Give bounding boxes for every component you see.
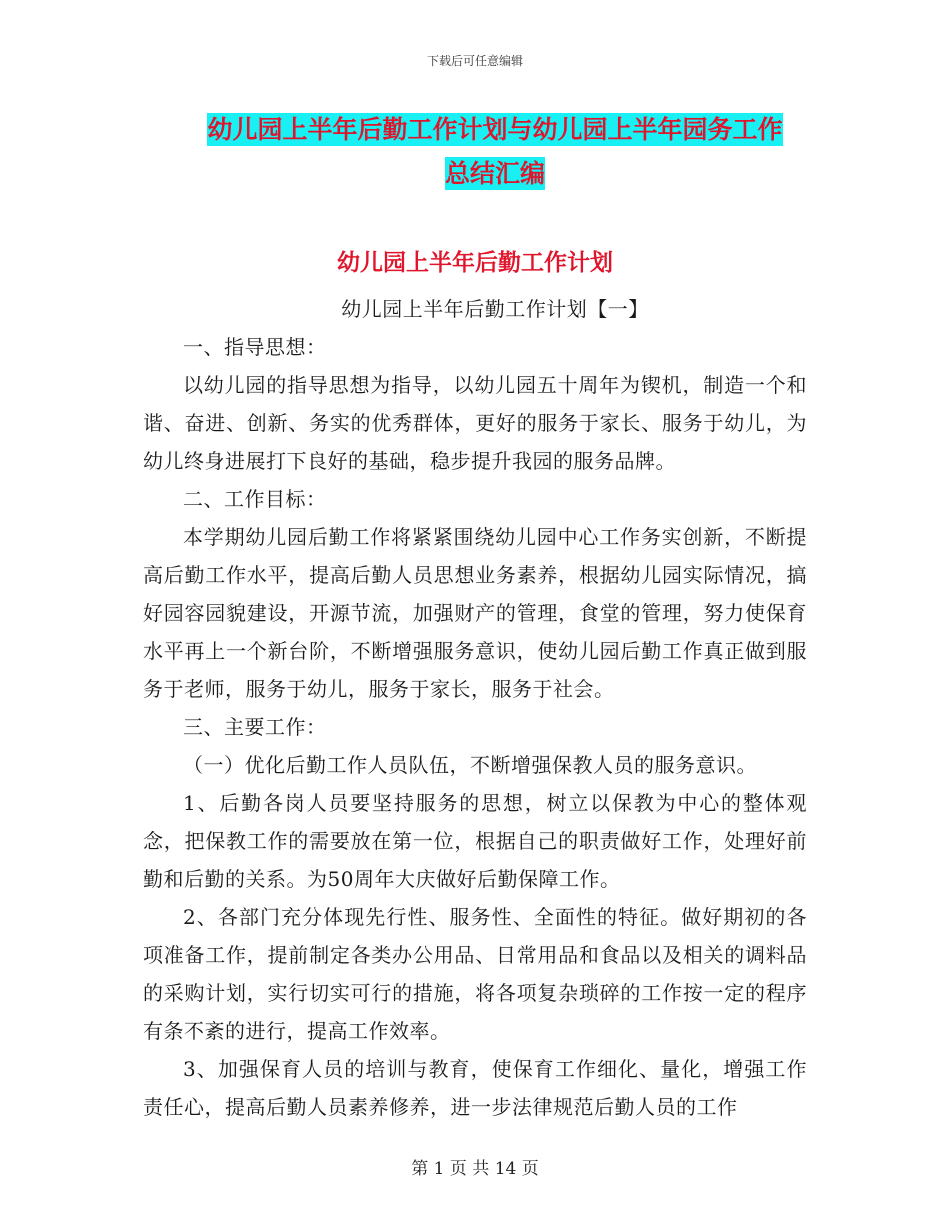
paragraph: 3、加强保育人员的培训与教育，使保育工作细化、量化，增强工作责任心，提高后勤人员素养修养，进一步法律规范后勤人员的工作 xyxy=(143,1057,807,1119)
document-title-line2: 总结汇编 xyxy=(444,159,545,188)
heading-guiding-ideology: 一、指导思想： xyxy=(183,335,327,359)
section-title: 幼儿园上半年后勤工作计划 xyxy=(337,250,613,276)
paragraph: 2、各部门充分体现先行性、服务性、全面性的特征。做好期初的各项准备工作，提前制定各类办公用品、日常用品和食品以及相关的调料品的采购计划，实行切实可行的措施，将各项复杂琐碎的工作按一定的程序有条不紊的进行，提高工作效率。 xyxy=(143,905,807,1043)
header-note: 下载后可任意编辑 xyxy=(426,54,523,68)
subsection-heading: 幼儿园上半年后勤工作计划【一】 xyxy=(341,297,649,321)
document-body xyxy=(143,290,807,1126)
paragraph: 以幼儿园的指导思想为指导，以幼儿园五十周年为锲机，制造一个和谐、奋进、创新、务实的优秀群体，更好的服务于家长、服务于幼儿，为幼儿终身进展打下良好的基础，稳步提升我园的服务品牌。 xyxy=(143,373,807,473)
paragraph: 本学期幼儿园后勤工作将紧紧围绕幼儿园中心工作务实创新，不断提高后勤工作水平，提高后勤人员思想业务素养，根据幼儿园实际情况，搞好园容园貌建设，开源节流，加强财产的管理，食堂的管理，努力使保育水平再上一个新台阶，不断增强服务意识，使幼儿园后勤工作真正做到服务于老师，服务于幼儿，服务于家长，服务于社会。 xyxy=(143,525,807,701)
heading-work-goals: 二、工作目标： xyxy=(183,487,327,511)
heading-main-work: 三、主要工作： xyxy=(183,715,327,739)
document-title-line1: 幼儿园上半年后勤工作计划与幼儿园上半年园务工作 xyxy=(207,115,783,144)
paragraph: （一）优化后勤工作人员队伍，不断增强保教人员的服务意识。 xyxy=(183,753,757,777)
paragraph: 1、后勤各岗人员要坚持服务的思想，树立以保教为中心的整体观念，把保教工作的需要放在第一位，根据自己的职责做好工作，处理好前勤和后勤的关系。为50周年大庆做好后勤保障工作。 xyxy=(143,791,807,891)
page-footer: 第 1 页 共 14 页 xyxy=(411,1159,539,1179)
document-title xyxy=(145,108,845,196)
